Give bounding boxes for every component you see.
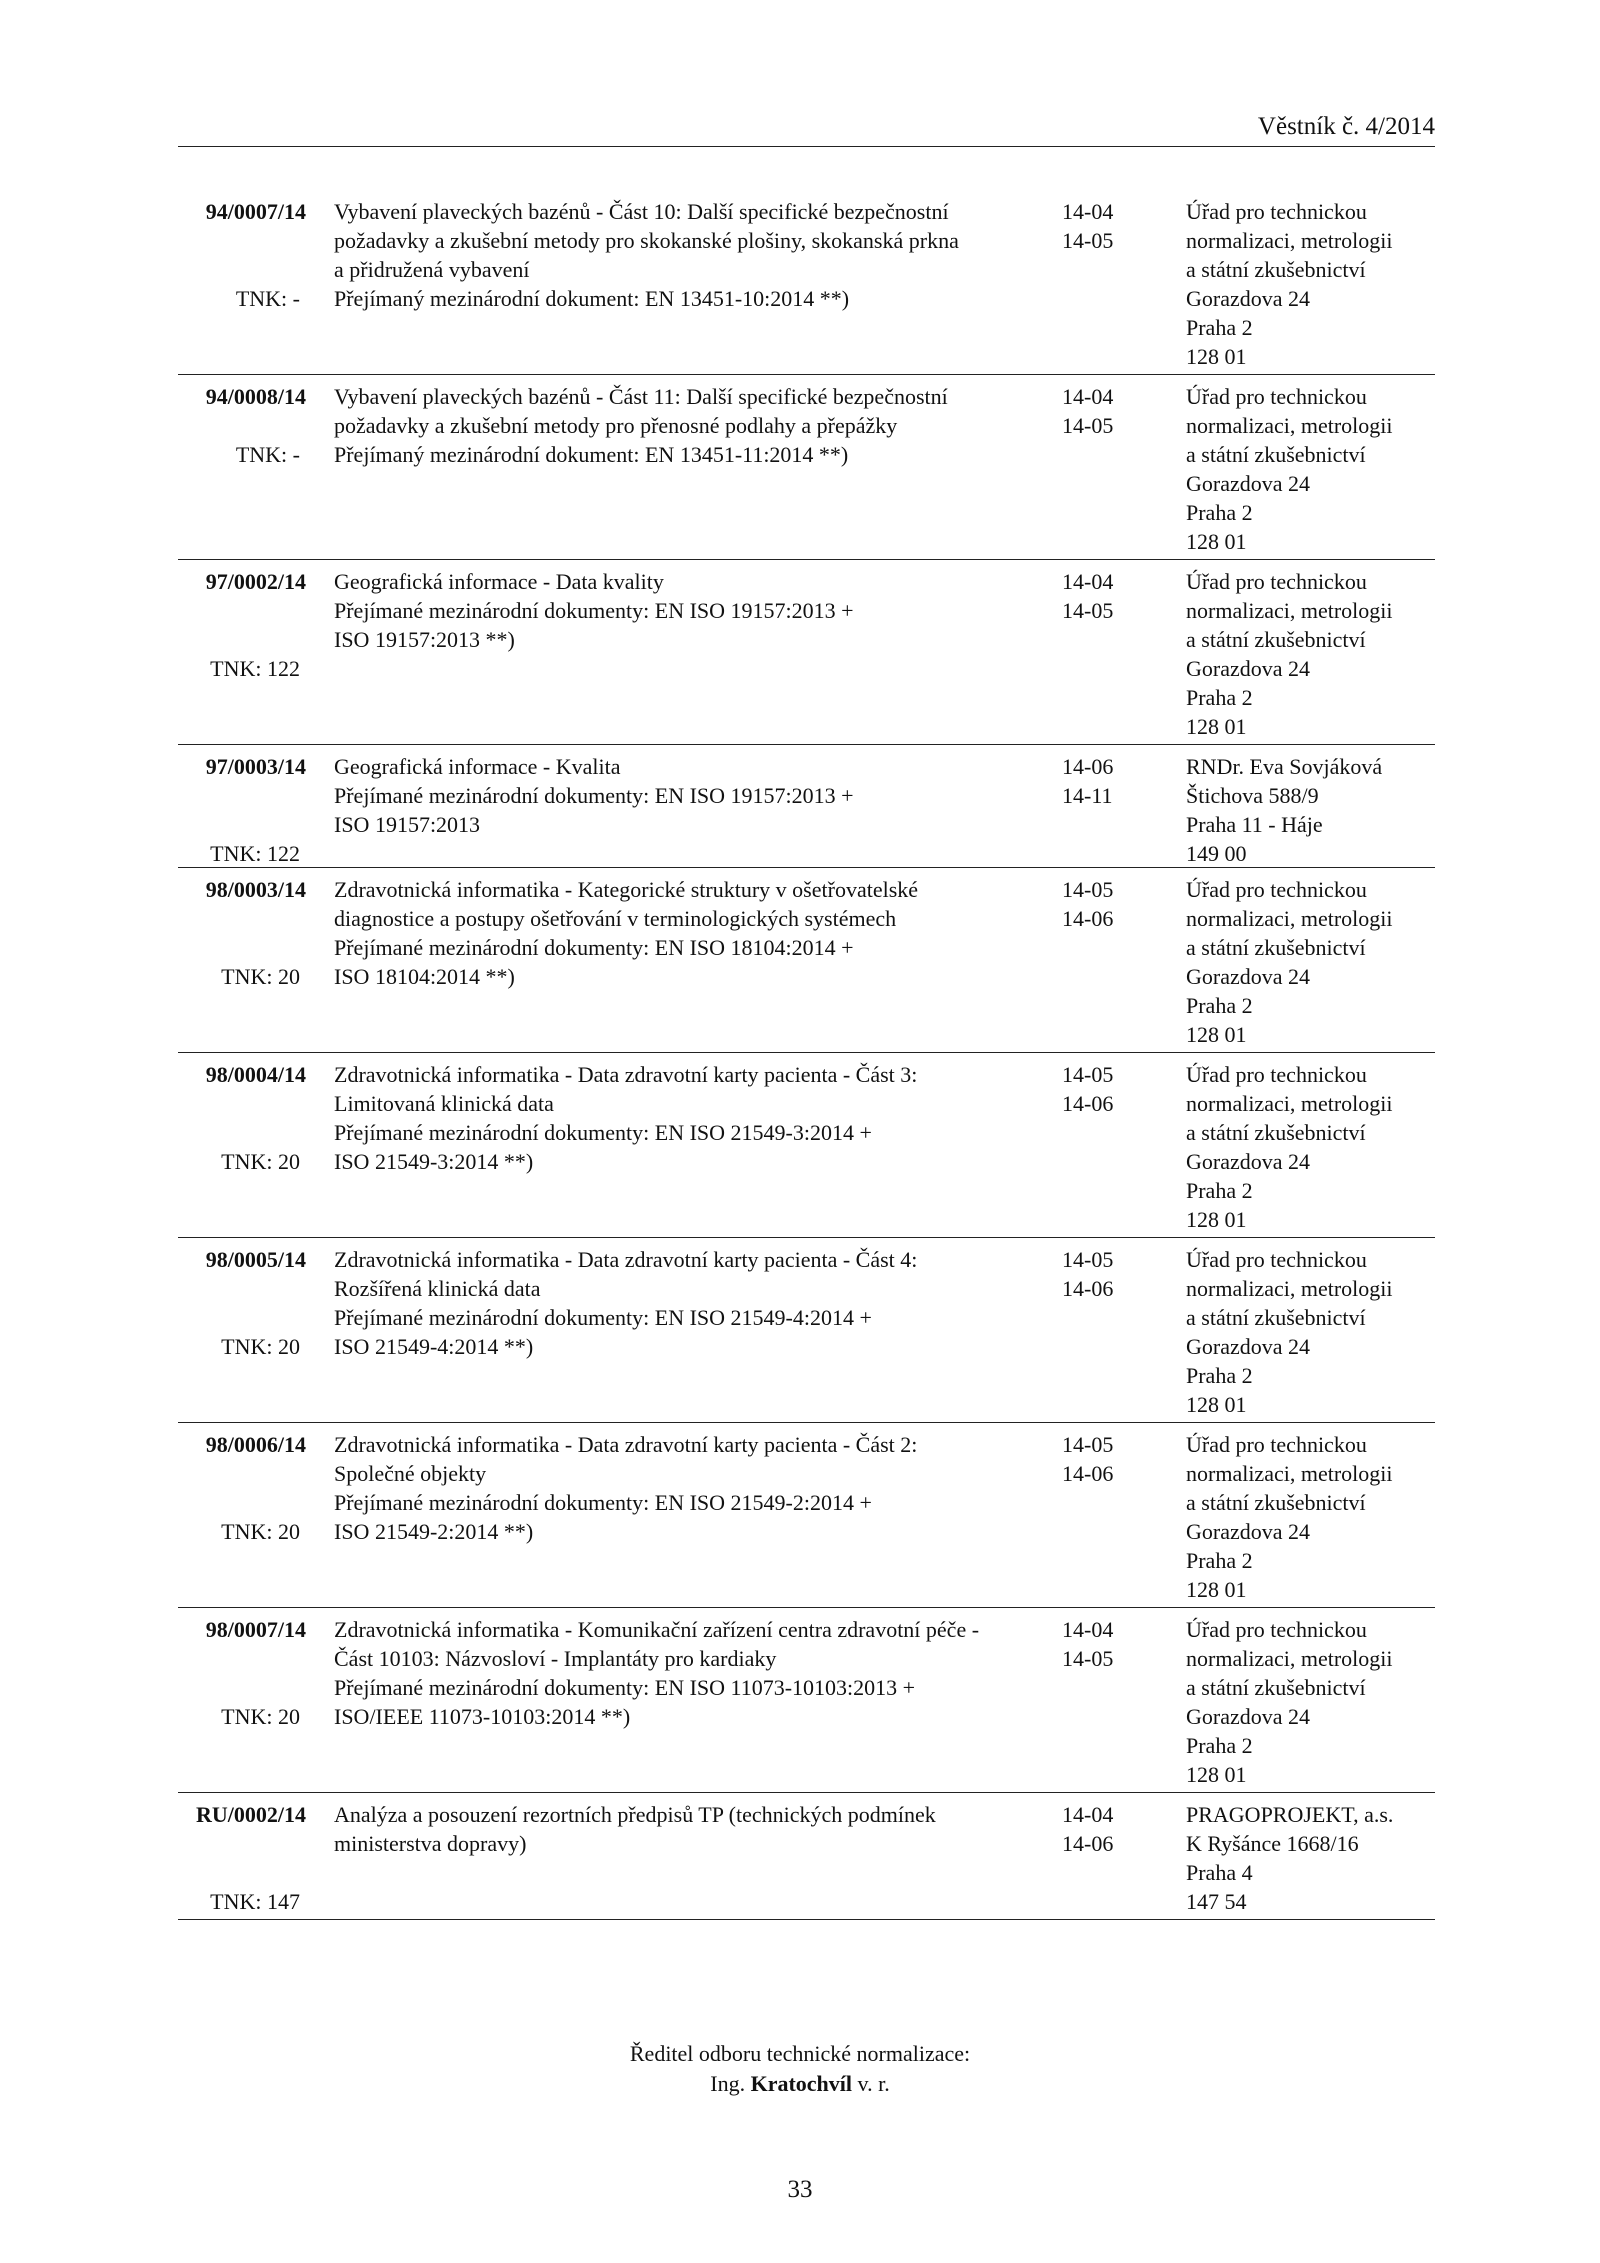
record-row bbox=[178, 867, 1435, 1052]
record-description-line: Přejímaný mezinárodní dokument: EN 13451-11:2014 **) bbox=[334, 442, 849, 467]
record-dates-line: 14-05 bbox=[1062, 228, 1114, 253]
record-address bbox=[1186, 752, 1436, 868]
record-address-line: Gorazdova 24 bbox=[1186, 964, 1311, 989]
record-id: 98/0006/14 bbox=[205, 1432, 306, 1457]
record-dates-line: 14-05 bbox=[1062, 877, 1114, 902]
record-description-line: Zdravotnická informatika - Kategorické struktury v ošetřovatelské bbox=[334, 877, 919, 902]
record-address-line: a státní zkušebnictví bbox=[1186, 442, 1366, 467]
record-address-line: 128 01 bbox=[1186, 1577, 1247, 1602]
record-address bbox=[1186, 197, 1436, 371]
record-address-line: Gorazdova 24 bbox=[1186, 1704, 1311, 1729]
record-address-line: Praha 2 bbox=[1186, 1733, 1253, 1758]
record-dates-line: 14-04 bbox=[1062, 1617, 1114, 1642]
record-dates-line: 14-11 bbox=[1062, 783, 1113, 808]
record-description-line: Zdravotnická informatika - Data zdravotní karty pacienta - Část 2: bbox=[334, 1432, 918, 1457]
record-address bbox=[1186, 382, 1436, 556]
record-address-line: Gorazdova 24 bbox=[1186, 1334, 1311, 1359]
record-address bbox=[1186, 567, 1436, 741]
record-id: 98/0003/14 bbox=[205, 877, 306, 902]
record-row bbox=[178, 744, 1435, 867]
signature-prefix: Ing. bbox=[710, 2071, 746, 2096]
record-address-line: Úřad pro technickou bbox=[1186, 199, 1367, 224]
record-tnk: TNK: 20 bbox=[221, 964, 300, 989]
record-dates-line: 14-05 bbox=[1062, 1646, 1114, 1671]
record-description-line: Geografická informace - Data kvality bbox=[334, 569, 664, 594]
record-address-line: a státní zkušebnictví bbox=[1186, 257, 1366, 282]
record-address-line: a státní zkušebnictví bbox=[1186, 627, 1366, 652]
record-description-line: a přidružená vybavení bbox=[334, 257, 530, 282]
publication-header: Věstník č. 4/2014 bbox=[1257, 113, 1435, 140]
record-row bbox=[178, 374, 1435, 559]
record-row bbox=[178, 1792, 1435, 1919]
record-id: RU/0002/14 bbox=[196, 1802, 306, 1827]
signature-block bbox=[0, 2039, 1600, 2099]
signature-name: Kratochvíl bbox=[750, 2071, 853, 2096]
record-address-line: Praha 2 bbox=[1186, 685, 1253, 710]
record-description-line: Limitovaná klinická data bbox=[334, 1091, 554, 1116]
record-address-line: 128 01 bbox=[1186, 344, 1247, 369]
record-dates bbox=[1062, 752, 1142, 810]
record-description-line: ministerstva dopravy) bbox=[334, 1831, 527, 1856]
record-address-line: Úřad pro technickou bbox=[1186, 569, 1367, 594]
record-description-line: ISO 19157:2013 bbox=[334, 812, 481, 837]
record-address-line: a státní zkušebnictví bbox=[1186, 1490, 1366, 1515]
record-description-line: Přejímané mezinárodní dokumenty: EN ISO 19157:2013 + bbox=[334, 783, 854, 808]
record-dates bbox=[1062, 197, 1142, 255]
record-address bbox=[1186, 1060, 1436, 1234]
record-address-line: PRAGOPROJEKT, a.s. bbox=[1186, 1802, 1394, 1827]
record-dates bbox=[1062, 1060, 1142, 1118]
record-description-line: Analýza a posouzení rezortních předpisů TP (technických podmínek bbox=[334, 1802, 936, 1827]
record-address-line: normalizaci, metrologii bbox=[1186, 1091, 1393, 1116]
page-number: 33 bbox=[787, 2176, 813, 2203]
record-address-line: Úřad pro technickou bbox=[1186, 877, 1367, 902]
record-dates bbox=[1062, 1245, 1142, 1303]
record-address-line: normalizaci, metrologii bbox=[1186, 1646, 1393, 1671]
record-address-line: a státní zkušebnictví bbox=[1186, 1675, 1366, 1700]
record-dates-line: 14-05 bbox=[1062, 1432, 1114, 1457]
record-address-line: Praha 4 bbox=[1186, 1860, 1253, 1885]
header-rule bbox=[178, 146, 1435, 147]
record-address-line: normalizaci, metrologii bbox=[1186, 1276, 1393, 1301]
record-dates-line: 14-04 bbox=[1062, 384, 1114, 409]
record-description-line: Zdravotnická informatika - Data zdravotní karty pacienta - Část 4: bbox=[334, 1247, 918, 1272]
record-tnk: TNK: 20 bbox=[221, 1149, 300, 1174]
record-dates-line: 14-06 bbox=[1062, 906, 1114, 931]
record-description-line: Rozšířená klinická data bbox=[334, 1276, 541, 1301]
record-tnk: TNK: - bbox=[235, 442, 300, 467]
record-address bbox=[1186, 1615, 1436, 1789]
record-address-line: normalizaci, metrologii bbox=[1186, 413, 1393, 438]
record-id: 97/0003/14 bbox=[205, 754, 306, 779]
record-dates bbox=[1062, 567, 1142, 625]
record-address-line: 128 01 bbox=[1186, 529, 1247, 554]
record-address-line: Praha 11 - Háje bbox=[1186, 812, 1323, 837]
record-description-line: Vybavení plaveckých bazénů - Část 11: Další specifické bezpečnostní bbox=[334, 384, 948, 409]
record-address-line: Gorazdova 24 bbox=[1186, 286, 1311, 311]
record-description-line: ISO/IEEE 11073-10103:2014 **) bbox=[334, 1704, 631, 1729]
record-dates bbox=[1062, 1800, 1142, 1858]
record-tnk: TNK: 122 bbox=[210, 841, 300, 866]
record-description-line: Vybavení plaveckých bazénů - Část 10: Další specifické bezpečnostní bbox=[334, 199, 949, 224]
record-address-line: Úřad pro technickou bbox=[1186, 1062, 1367, 1087]
record-address-line: Praha 2 bbox=[1186, 315, 1253, 340]
record-address-line: 128 01 bbox=[1186, 1022, 1247, 1047]
record-id: 98/0005/14 bbox=[205, 1247, 306, 1272]
record-row bbox=[178, 559, 1435, 744]
record-address-line: 128 01 bbox=[1186, 1762, 1247, 1787]
record-address-line: Štichova 588/9 bbox=[1186, 783, 1319, 808]
record-address-line: 147 54 bbox=[1186, 1889, 1247, 1914]
record-dates bbox=[1062, 382, 1142, 440]
record-id: 97/0002/14 bbox=[205, 569, 306, 594]
record-dates-line: 14-06 bbox=[1062, 1461, 1114, 1486]
record-address-line: Praha 2 bbox=[1186, 1548, 1253, 1573]
record-description-line: ISO 21549-4:2014 **) bbox=[334, 1334, 534, 1359]
record-address-line: K Ryšánce 1668/16 bbox=[1186, 1831, 1359, 1856]
record-description-line: požadavky a zkušební metody pro skokanské plošiny, skokanská prkna bbox=[334, 228, 959, 253]
record-address-line: a státní zkušebnictví bbox=[1186, 1120, 1366, 1145]
record-description-line: Společné objekty bbox=[334, 1461, 487, 1486]
record-address-line: Gorazdova 24 bbox=[1186, 1519, 1311, 1544]
record-row bbox=[178, 190, 1435, 374]
record-dates-line: 14-04 bbox=[1062, 569, 1114, 594]
record-address bbox=[1186, 875, 1436, 1049]
record-dates bbox=[1062, 1615, 1142, 1673]
record-description-line: Přejímané mezinárodní dokumenty: EN ISO 21549-2:2014 + bbox=[334, 1490, 872, 1515]
record-description-line: ISO 18104:2014 **) bbox=[334, 964, 515, 989]
record-row bbox=[178, 1422, 1435, 1607]
record-description-line: Přejímané mezinárodní dokumenty: EN ISO 21549-3:2014 + bbox=[334, 1120, 872, 1145]
record-description-line: Přejímané mezinárodní dokumenty: EN ISO 11073-10103:2013 + bbox=[334, 1675, 916, 1700]
record-address-line: Úřad pro technickou bbox=[1186, 1247, 1367, 1272]
record-address-line: Úřad pro technickou bbox=[1186, 1617, 1367, 1642]
record-description-line: Zdravotnická informatika - Komunikační zařízení centra zdravotní péče - bbox=[334, 1617, 980, 1642]
record-address-line: normalizaci, metrologii bbox=[1186, 228, 1393, 253]
record-dates-line: 14-04 bbox=[1062, 199, 1114, 224]
record-address-line: 128 01 bbox=[1186, 714, 1247, 739]
record-address-line: normalizaci, metrologii bbox=[1186, 598, 1393, 623]
signature-line bbox=[0, 2069, 1600, 2099]
record-address-line: Praha 2 bbox=[1186, 500, 1253, 525]
record-address bbox=[1186, 1800, 1436, 1916]
record-address-line: Gorazdova 24 bbox=[1186, 656, 1311, 681]
record-address-line: Gorazdova 24 bbox=[1186, 471, 1311, 496]
signature-suffix: v. r. bbox=[857, 2071, 890, 2096]
record-description-line: požadavky a zkušební metody pro přenosné podlahy a přepážky bbox=[334, 413, 898, 438]
record-description-line: ISO 19157:2013 **) bbox=[334, 627, 515, 652]
record-description-line: ISO 21549-3:2014 **) bbox=[334, 1149, 534, 1174]
record-row bbox=[178, 1052, 1435, 1237]
record-address-line: RNDr. Eva Sovjáková bbox=[1186, 754, 1383, 779]
record-address-line: 149 00 bbox=[1186, 841, 1247, 866]
record-dates-line: 14-06 bbox=[1062, 754, 1114, 779]
record-dates-line: 14-06 bbox=[1062, 1276, 1114, 1301]
record-dates bbox=[1062, 1430, 1142, 1488]
record-address-line: Úřad pro technickou bbox=[1186, 1432, 1367, 1457]
record-address-line: Praha 2 bbox=[1186, 1178, 1253, 1203]
record-address-line: a státní zkušebnictví bbox=[1186, 935, 1366, 960]
signature-title: Ředitel odboru technické normalizace: bbox=[629, 2041, 971, 2066]
record-address-line: Praha 2 bbox=[1186, 993, 1253, 1018]
record-address bbox=[1186, 1245, 1436, 1419]
record-tnk: TNK: 147 bbox=[210, 1889, 300, 1914]
record-description-line: diagnostice a postupy ošetřování v terminologických systémech bbox=[334, 906, 897, 931]
record-tnk: TNK: 20 bbox=[221, 1519, 300, 1544]
record-tnk: TNK: 122 bbox=[210, 656, 300, 681]
record-dates-line: 14-04 bbox=[1062, 1802, 1114, 1827]
records-table bbox=[178, 190, 1435, 1920]
record-description-line: Přejímané mezinárodní dokumenty: EN ISO 21549-4:2014 + bbox=[334, 1305, 872, 1330]
record-tnk: TNK: 20 bbox=[221, 1334, 300, 1359]
record-address bbox=[1186, 1430, 1436, 1604]
record-tnk: TNK: - bbox=[235, 286, 300, 311]
record-description-line: Přejímaný mezinárodní dokument: EN 13451-10:2014 **) bbox=[334, 286, 850, 311]
record-description-line: Přejímané mezinárodní dokumenty: EN ISO 19157:2013 + bbox=[334, 598, 854, 623]
record-dates-line: 14-05 bbox=[1062, 1062, 1114, 1087]
record-address-line: 128 01 bbox=[1186, 1207, 1247, 1232]
record-id: 98/0007/14 bbox=[205, 1617, 306, 1642]
record-row bbox=[178, 1237, 1435, 1422]
record-address-line: normalizaci, metrologii bbox=[1186, 906, 1393, 931]
record-dates-line: 14-05 bbox=[1062, 598, 1114, 623]
record-dates-line: 14-05 bbox=[1062, 1247, 1114, 1272]
record-row bbox=[178, 1607, 1435, 1792]
record-id: 94/0007/14 bbox=[205, 199, 306, 224]
record-dates-line: 14-05 bbox=[1062, 413, 1114, 438]
record-description-line: Geografická informace - Kvalita bbox=[334, 754, 621, 779]
record-id: 94/0008/14 bbox=[205, 384, 306, 409]
record-address-line: Gorazdova 24 bbox=[1186, 1149, 1311, 1174]
record-description-line: Zdravotnická informatika - Data zdravotní karty pacienta - Část 3: bbox=[334, 1062, 918, 1087]
record-address-line: Úřad pro technickou bbox=[1186, 384, 1367, 409]
record-description-line: Část 10103: Názvosloví - Implantáty pro kardiaky bbox=[334, 1646, 777, 1671]
record-address-line: 128 01 bbox=[1186, 1392, 1247, 1417]
record-description-line: ISO 21549-2:2014 **) bbox=[334, 1519, 534, 1544]
record-id: 98/0004/14 bbox=[205, 1062, 306, 1087]
record-address-line: Praha 2 bbox=[1186, 1363, 1253, 1388]
record-dates bbox=[1062, 875, 1142, 933]
record-tnk: TNK: 20 bbox=[221, 1704, 300, 1729]
record-dates-line: 14-06 bbox=[1062, 1091, 1114, 1116]
record-description-line: Přejímané mezinárodní dokumenty: EN ISO 18104:2014 + bbox=[334, 935, 854, 960]
record-dates-line: 14-06 bbox=[1062, 1831, 1114, 1856]
record-address-line: a státní zkušebnictví bbox=[1186, 1305, 1366, 1330]
record-address-line: normalizaci, metrologii bbox=[1186, 1461, 1393, 1486]
